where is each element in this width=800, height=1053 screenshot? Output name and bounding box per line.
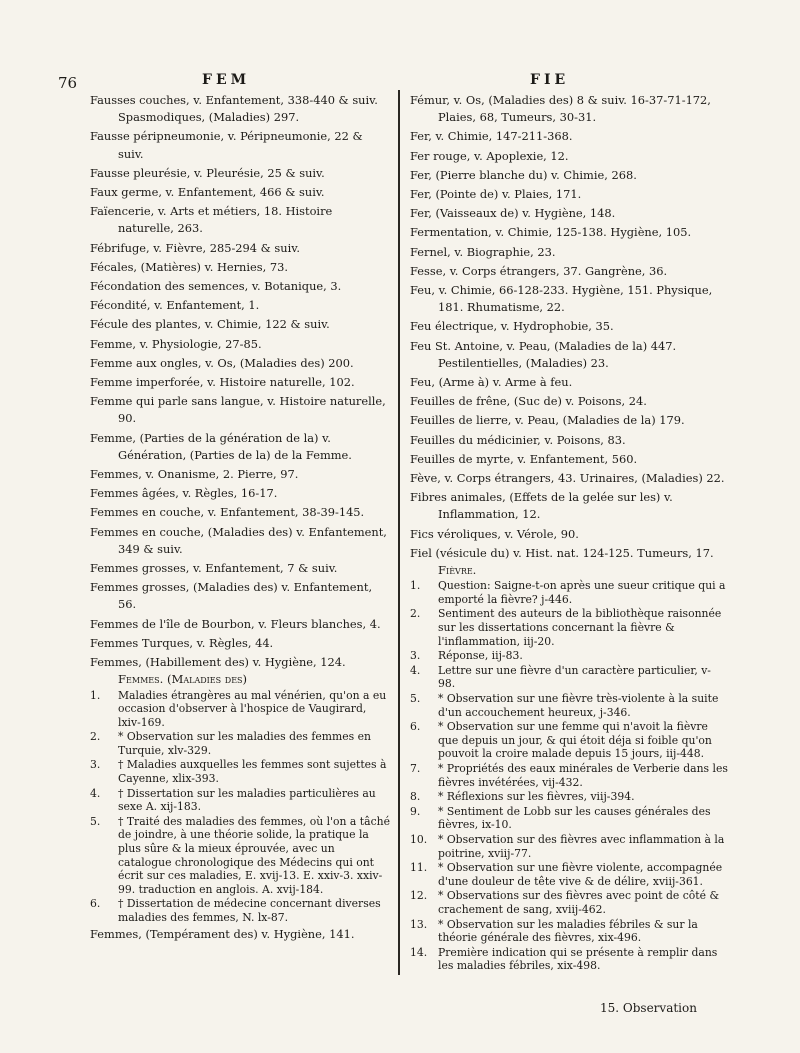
femmes-section-title: Femmes. (Maladies des) — [118, 672, 248, 687]
list-item — [410, 889, 728, 916]
list-item-number: 11. — [410, 861, 428, 875]
list-item — [410, 833, 728, 860]
index-entry: Fer rouge, v. Apoplexie, 12. — [410, 148, 569, 163]
list-item-text: * Réflexions sur les fièvres, viij-394. — [438, 790, 635, 804]
list-item-number: 3. — [410, 649, 421, 663]
index-entry: Feu, v. Chimie, 66-128-233. Hygiène, 151. Physique, 181. Rhumatisme, 22. — [410, 283, 713, 315]
index-entry: Femmes, v. Onanisme, 2. Pierre, 97. — [90, 467, 299, 482]
list-item-text: Première indication qui se présente à remplir dans les maladies fébriles, xix-498. — [438, 945, 718, 973]
list-item — [90, 689, 390, 730]
list-item-number: 4. — [410, 663, 421, 677]
list-item-text: * Sentiment de Lobb sur les causes générales des fièvres, ix-10. — [438, 804, 711, 832]
list-item-number: 1. — [410, 579, 421, 593]
list-item-number: 6. — [90, 897, 101, 911]
page-number: 76 — [58, 74, 78, 92]
index-entry: Femmes grosses, v. Enfantement, 7 & suiv. — [90, 561, 338, 576]
list-item — [410, 918, 728, 945]
list-item — [410, 790, 728, 804]
list-item-text: * Observation sur les maladies des femmes en Turquie, xlv-329. — [118, 730, 371, 757]
catchword: 15. Observation — [600, 1001, 697, 1015]
index-entry: Femmes en couche, (Maladies des) v. Enfantement, 349 & suiv. — [90, 524, 387, 556]
right-column — [410, 92, 728, 974]
index-entry: Fer, v. Chimie, 147-211-368. — [410, 129, 573, 144]
list-item-text: Question: Saigne-t-on après une sueur critique qui a emporté la fièvre? j-446. — [438, 579, 726, 606]
list-item-text: † Dissertation de médecine concernant diverses maladies des femmes, N. lx-87. — [118, 897, 381, 924]
left-column — [90, 92, 390, 943]
index-entry: Femme aux ongles, v. Os, (Maladies des) 200. — [90, 355, 354, 370]
index-entry: Femme qui parle sans langue, v. Histoire naturelle, 90. — [90, 394, 386, 426]
list-item-text: † Dissertation sur les maladies particulières au sexe A. xij-183. — [118, 786, 376, 814]
index-entry: Fer, (Vaisseaux de) v. Hygiène, 148. — [410, 206, 616, 221]
list-item-text: Réponse, iij-83. — [438, 649, 523, 663]
list-item — [410, 579, 728, 606]
list-item-number: 2. — [90, 730, 101, 744]
index-entry: Feu St. Antoine, v. Peau, (Maladies de la) 447. Pestilentielles, (Maladies) 23. — [410, 338, 677, 370]
list-item — [410, 692, 728, 719]
list-item — [90, 787, 390, 814]
list-item-number: 7. — [410, 762, 421, 775]
list-item-text: * Observations sur des fièvres avec point de côté & crachement de sang, xviij-462. — [438, 889, 720, 916]
right-running-head: FIE — [530, 72, 570, 88]
index-entry: Feu électrique, v. Hydrophobie, 35. — [410, 319, 614, 334]
fievre-list — [410, 579, 728, 973]
list-item-number: 12. — [410, 889, 428, 903]
list-item — [410, 805, 728, 832]
index-entry: Fesse, v. Corps étrangers, 37. Gangrène, 36. — [410, 263, 668, 278]
index-entry: Femme, (Parties de la génération de la) v. Génération, (Parties de la) de la Femme. — [90, 430, 352, 462]
index-entry: Fécales, (Matières) v. Hernies, 73. — [90, 259, 288, 274]
index-entry: Feuilles de lierre, v. Peau, (Maladies de la) 179. — [410, 413, 685, 428]
list-item-text: * Observation sur des fièvres avec inflammation à la poitrine, xviij-77. — [438, 832, 725, 860]
list-item — [90, 815, 390, 897]
index-entry: Fernel, v. Biographie, 23. — [410, 244, 556, 259]
index-entry: Femmes en couche, v. Enfantement, 38-39-145. — [90, 505, 365, 520]
index-entry: Fébrifuge, v. Fièvre, 285-294 & suiv. — [90, 240, 300, 255]
list-item-text: Maladies étrangères au mal vénérien, qu'on a eu occasion d'observer à l'hospice de Vaugirard, lxiv-169. — [118, 688, 387, 729]
list-item-number: 14. — [410, 945, 428, 959]
list-item — [410, 946, 728, 973]
list-item — [90, 730, 390, 757]
left-entries — [90, 92, 390, 671]
list-item-number: 1. — [90, 688, 101, 702]
list-item-text: * Observation sur les maladies fébriles & sur la théorie générale des fièvres, xix-496. — [438, 917, 698, 945]
list-item-text: * Observation sur une fièvre très-violente à la suite d'un accouchement heureux, j-346. — [438, 692, 719, 719]
list-item-text: * Observation sur une femme qui n'avoit la fièvre que depuis un jour, & qui étoit déja si foible qu'on pouvoit la croire malade depuis 15 jours, iij-448. — [438, 720, 712, 761]
index-entry: Feuilles du médicinier, v. Poisons, 83. — [410, 432, 626, 447]
index-entry: Feuilles de frêne, (Suc de) v. Poisons, 24. — [410, 394, 647, 409]
index-entry: Faux germe, v. Enfantement, 466 & suiv. — [90, 185, 325, 200]
list-item — [90, 758, 390, 785]
list-item-number: 8. — [410, 790, 421, 804]
index-entry: Feu, (Arme à) v. Arme à feu. — [410, 375, 573, 390]
list-item-text: Sentiment des auteurs de la bibliothèque raisonnée sur les dissertations concernant la fièvre & l'inflammation, iij-20. — [438, 607, 722, 648]
list-item — [410, 649, 728, 663]
list-item — [410, 861, 728, 888]
index-entry: Femmes, (Habillement des) v. Hygiène, 124. — [90, 655, 346, 670]
list-item-text: Lettre sur une fièvre d'un caractère particulier, v-98. — [438, 663, 711, 691]
index-entry: Femmes de l'île de Bourbon, v. Fleurs blanches, 4. — [90, 616, 381, 631]
list-item-number: 9. — [410, 804, 421, 818]
index-entry: Fics véroliques, v. Vérole, 90. — [410, 526, 579, 541]
index-entry: Faïencerie, v. Arts et métiers, 18. Histoire naturelle, 263. — [90, 204, 333, 236]
list-item-text: * Propriétés des eaux minérales de Verberie dans les fièvres invétérées, vij-432. — [438, 762, 728, 789]
column-divider — [398, 90, 400, 975]
list-item-number: 10. — [410, 832, 428, 846]
index-entry: Fausses couches, v. Enfantement, 338-440 & suiv. Spasmodiques, (Maladies) 297. — [90, 93, 378, 125]
list-item-number: 3. — [90, 758, 101, 772]
list-item-number: 6. — [410, 720, 421, 734]
index-entry: Femmes âgées, v. Règles, 16-17. — [90, 486, 278, 501]
list-item-number: 2. — [410, 607, 421, 621]
index-entry: Fer, (Pointe de) v. Plaies, 171. — [410, 187, 582, 202]
list-item-number: 4. — [90, 786, 101, 800]
list-item — [410, 720, 728, 761]
list-item — [410, 664, 728, 691]
list-item-text: † Traité des maladies des femmes, où l'on a tâché de joindre, à une théorie solide, la pratique la plus sûre & la mieux éprouvée, avec un catalogue chronologique des Médecins qui ont écrit sur ces maladies, E. xvij-13. E. xxiv-3. xxiv-99. traduction en anglois. A. xvij-184. — [118, 814, 390, 896]
list-item-number: 5. — [410, 692, 421, 706]
list-item — [410, 607, 728, 648]
index-entry: Fiel (vésicule du) v. Hist. nat. 124-125. Tumeurs, 17. — [410, 545, 714, 560]
index-entry: Fausse pleurésie, v. Pleurésie, 25 & suiv. — [90, 165, 325, 180]
index-entry: Feuilles de myrte, v. Enfantement, 560. — [410, 451, 638, 466]
index-entry: Femmes Turques, v. Règles, 44. — [90, 635, 274, 650]
index-entry: Femme, v. Physiologie, 27-85. — [90, 336, 262, 351]
left-running-head: FEM — [202, 72, 251, 88]
index-entry: Fécondation des semences, v. Botanique, 3. — [90, 279, 342, 294]
index-entry: Fémur, v. Os, (Maladies des) 8 & suiv. 16-37-71-172, Plaies, 68, Tumeurs, 30-31. — [410, 93, 711, 125]
index-entry: Fécule des plantes, v. Chimie, 122 & suiv. — [90, 317, 330, 332]
index-entry: Fer, (Pierre blanche du) v. Chimie, 268. — [410, 167, 637, 182]
index-entry: Fève, v. Corps étrangers, 43. Urinaires, (Maladies) 22. — [410, 471, 725, 486]
index-entry: Fibres animales, (Effets de la gelée sur les) v. Inflammation, 12. — [410, 490, 673, 522]
list-item — [410, 762, 728, 789]
list-item-text: † Maladies auxquelles les femmes sont sujettes à Cayenne, xlix-393. — [118, 758, 387, 786]
femmes-list — [90, 689, 390, 925]
fievre-section-title: Fièvre. — [438, 563, 477, 578]
index-entry: Femme imperforée, v. Histoire naturelle, 102. — [90, 375, 355, 390]
index-entry: Fécondité, v. Enfantement, 1. — [90, 298, 260, 313]
index-entry: Fausse péripneumonie, v. Péripneumonie, 22 & suiv. — [90, 129, 363, 161]
list-item-text: * Observation sur une fièvre violente, accompagnée d'une douleur de tête vive & de délire, xviij-361. — [438, 861, 723, 888]
right-entries — [410, 92, 728, 562]
index-entry: Fermentation, v. Chimie, 125-138. Hygiène, 105. — [410, 225, 692, 240]
list-item-number: 5. — [90, 814, 101, 828]
list-item-number: 13. — [410, 917, 428, 931]
list-item — [90, 897, 390, 924]
index-entry: Femmes grosses, (Maladies des) v. Enfantement, 56. — [90, 580, 373, 612]
left-final-entry: Femmes, (Tempérament des) v. Hygiène, 141. — [90, 926, 355, 941]
